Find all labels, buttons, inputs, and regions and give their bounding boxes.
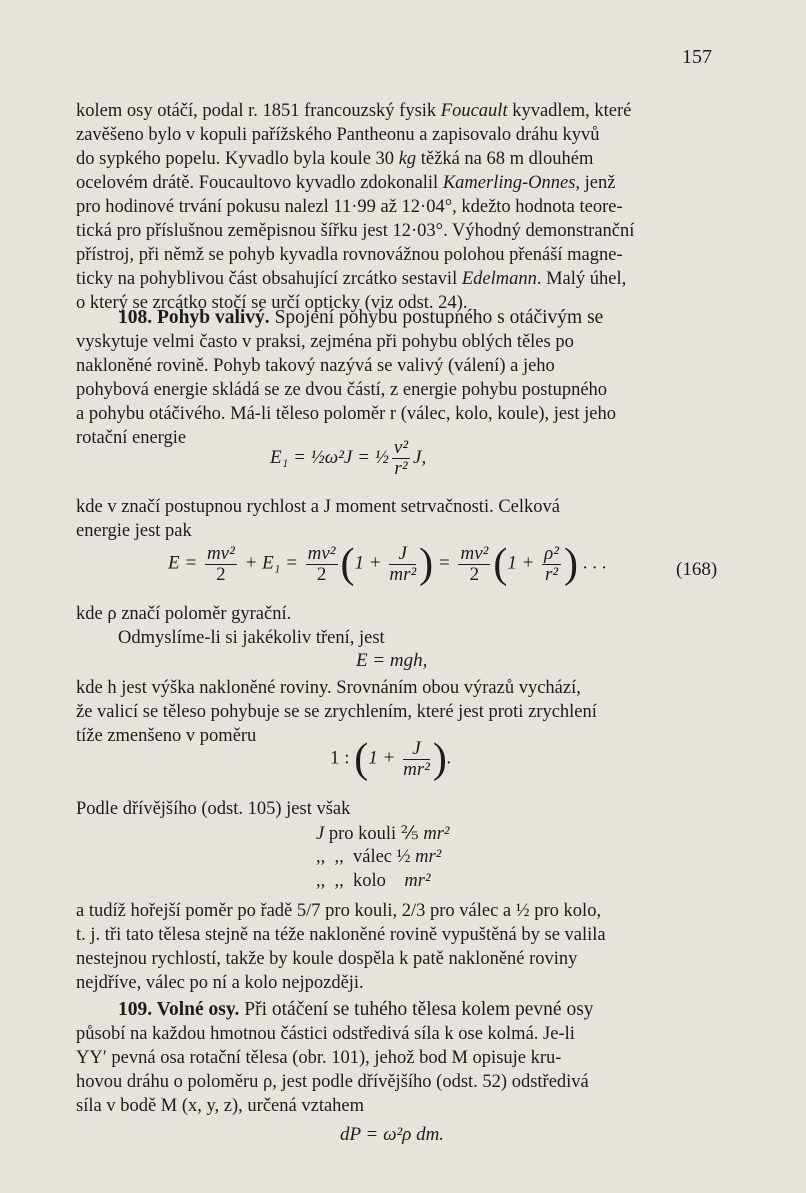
- equation-number: (168): [676, 559, 718, 580]
- text-line: ticky na pohyblivou část obsahující zrcátko sestavil Edelmann. Malý úhel,: [76, 269, 627, 289]
- text-line: do sypkého popelu. Kyvadlo byla koule 30 kg těžká na 68 m dlouhém: [76, 149, 594, 169]
- section-109-first-line: 109. Volné osy. Při otáčení se tuhého tělesa kolem pevné osy: [118, 999, 594, 1020]
- text-line: kde ρ značí poloměr gyrační.: [76, 604, 292, 624]
- text-line: a pohybu otáčivého. Má-li těleso poloměr r (válec, kolo, koule), jest jeho: [76, 404, 616, 424]
- equation-rotational-energy: E₁ = ½ω²J = ½ $\frac{\text{v²}}{\text{r²}}$ J,: [270, 437, 427, 479]
- text-line: pohybová energie skládá se ze dvou částí, z energie pohybu postupného: [76, 380, 608, 400]
- text-line: nakloněné rovině. Pohyb takový nazývá se valivý (válení) a jeho: [76, 356, 555, 376]
- text-line: nestejnou rychlostí, takže by koule dospěla k patě nakloněné roviny: [76, 949, 578, 969]
- text-line: Podle dřívějšího (odst. 105) jest však: [76, 799, 351, 819]
- text-line: kde h jest výška nakloněné roviny. Srovnáním obou výrazů vychází,: [76, 678, 581, 698]
- text-line: o který se zrcátko stočí se určí opticky (viz odst. 24).: [76, 293, 468, 313]
- table-row: J pro kouli ⅖ mr²: [316, 824, 450, 844]
- text-line: hovou dráhu o poloměru ρ, jest podle dřívějšího (odst. 52) odstředivá: [76, 1072, 589, 1092]
- text-line: Odmyslíme-li si jakékoliv tření, jest: [118, 628, 385, 648]
- table-row: ,, ,, kolo mr²: [316, 871, 431, 891]
- equation-168: E = $\frac{\text{mv²}}{2}$ + E₁ = $\frac{\text{mv²}}{2}$ (1 + $\frac{J}{\text{mr²}}$ ) = $\frac{\text{mv²}}{2}$ (1 + $\frac{\text{ρ²}}{\text{r²}}$ ) . . .: [168, 541, 607, 587]
- text-line: přístroj, při němž se pohyb kyvadla rovnovážnou polohou přenáší magne-: [76, 245, 623, 265]
- text-line: a tudíž hořejší poměr po řadě 5/7 pro kouli, 2/3 pro válec a ½ pro kolo,: [76, 901, 602, 921]
- equation-potential-energy: E = mgh,: [356, 650, 428, 671]
- section-heading: 108. Pohyb valivý.: [118, 307, 270, 328]
- table-row: ,, ,, válec ½ mr²: [316, 847, 442, 867]
- text-line: zavěšeno bylo v kopuli pařížského Pantheonu a zapisovalo dráhu kyvů: [76, 125, 600, 145]
- page-number: 157: [682, 46, 712, 68]
- equation-ratio: 1 : (1 + $\frac{J}{\text{mr²}}$ ).: [330, 736, 452, 782]
- text-line: vyskytuje velmi často v praksi, zejména při pohybu oblých těles po: [76, 332, 574, 352]
- text-line: YY′ pevná osa rotační tělesa (obr. 101), jehož bod M opisuje kru-: [76, 1048, 562, 1068]
- text-line: ocelovém drátě. Foucaultovo kyvadlo zdokonalil Kamerling-Onnes, jenž: [76, 173, 616, 193]
- text-line: tíže zmenšeno v poměru: [76, 726, 257, 746]
- text-line: kde v značí postupnou rychlost a J moment setrvačnosti. Celková: [76, 497, 560, 517]
- text-line: síla v bodě M (x, y, z), určená vztahem: [76, 1096, 365, 1116]
- text-line: působí na každou hmotnou částici odstředivá síla k ose kolmá. Je-li: [76, 1024, 575, 1044]
- section-108-first-line: 108. Pohyb valivý. Spojení pohybu postupného s otáčivým se: [118, 307, 604, 328]
- text-line: nejdříve, válec po ní a kolo nejpozději.: [76, 973, 364, 993]
- text-line: rotační energie: [76, 428, 187, 448]
- text-line: pro hodinové trvání pokusu nalezl 11·99 až 12·04°, kdežto hodnota teore-: [76, 197, 623, 217]
- text-line: t. j. tři tato tělesa stejně na téže nakloněné rovině vypuštěná by se valila: [76, 925, 606, 945]
- text-line: energie jest pak: [76, 521, 192, 541]
- text-line: že valicí se těleso pohybuje se se zrychlením, které jest proti zrychlení: [76, 702, 597, 722]
- equation-centrifugal-force: dP = ω²ρ dm.: [340, 1124, 445, 1145]
- section-heading: 109. Volné osy.: [118, 999, 240, 1020]
- text-line: kolem osy otáčí, podal r. 1851 francouzský fysik Foucault kyvadlem, které: [76, 101, 632, 121]
- text-line: tická pro příslušnou zeměpisnou šířku jest 12·03°. Výhodný demonstranční: [76, 221, 635, 241]
